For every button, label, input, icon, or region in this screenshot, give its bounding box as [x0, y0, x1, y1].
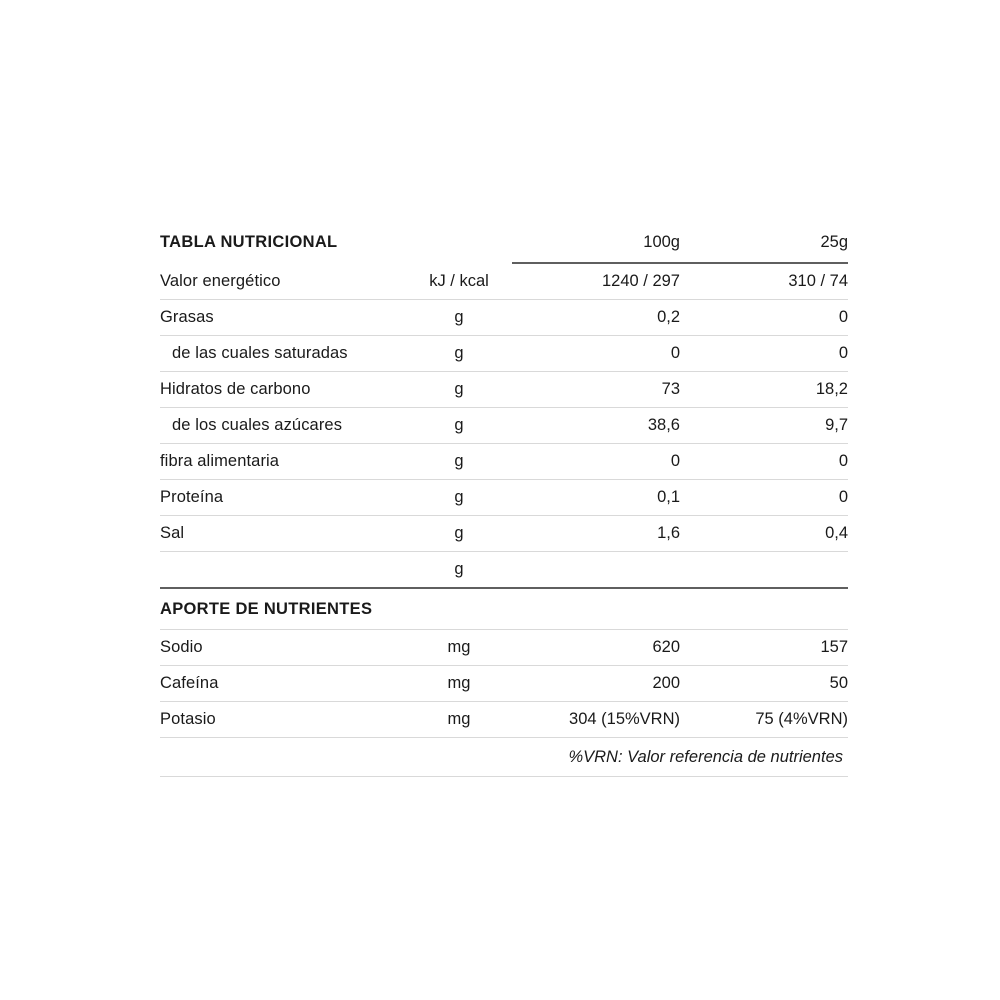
row-label: de los cuales azúcares: [160, 408, 406, 444]
row-value-25g: 0: [680, 336, 848, 372]
header-col-100g: 100g: [512, 222, 680, 263]
row-value-100g: 620: [512, 630, 680, 666]
row-label: Proteína: [160, 480, 406, 516]
row-unit: kJ / kcal: [406, 263, 512, 300]
section-value-100g: [512, 588, 680, 630]
row-value-25g: 75 (4%VRN): [680, 702, 848, 738]
table-row: [160, 480, 848, 516]
row-unit: g: [406, 300, 512, 336]
row-label: Hidratos de carbono: [160, 372, 406, 408]
table-row-spacer: [160, 552, 848, 589]
row-label: Grasas: [160, 300, 406, 336]
nutrition-table: [160, 222, 848, 777]
row-value-100g: [512, 552, 680, 589]
row-label: fibra alimentaria: [160, 444, 406, 480]
footnote-row: [160, 738, 848, 777]
row-value-100g: 0,1: [512, 480, 680, 516]
row-value-100g: 304 (15%VRN): [512, 702, 680, 738]
row-value-100g: 0,2: [512, 300, 680, 336]
table-row: [160, 630, 848, 666]
table-row: [160, 444, 848, 480]
row-unit: mg: [406, 702, 512, 738]
row-label: Valor energético: [160, 263, 406, 300]
table-row: [160, 408, 848, 444]
row-value-100g: 1,6: [512, 516, 680, 552]
table-title: TABLA NUTRICIONAL: [160, 232, 338, 251]
row-unit: g: [406, 372, 512, 408]
row-label: Sal: [160, 516, 406, 552]
row-value-25g: 0: [680, 300, 848, 336]
table-row: [160, 666, 848, 702]
row-unit: g: [406, 444, 512, 480]
row-unit: g: [406, 408, 512, 444]
section-unit: [406, 588, 512, 630]
row-value-25g: 0: [680, 480, 848, 516]
row-value-25g: 0: [680, 444, 848, 480]
row-value-100g: 38,6: [512, 408, 680, 444]
table-row: [160, 336, 848, 372]
row-value-100g: 200: [512, 666, 680, 702]
table-row: [160, 702, 848, 738]
header-unit: [406, 222, 512, 263]
row-value-100g: 73: [512, 372, 680, 408]
table-row: [160, 263, 848, 300]
nutrition-table-container: [160, 222, 848, 777]
section-title: APORTE DE NUTRIENTES: [160, 588, 406, 630]
row-unit: g: [406, 336, 512, 372]
row-value-25g: 157: [680, 630, 848, 666]
table-row: [160, 300, 848, 336]
row-value-25g: [680, 552, 848, 589]
row-value-100g: 1240 / 297: [512, 263, 680, 300]
table-row: [160, 516, 848, 552]
row-value-25g: 50: [680, 666, 848, 702]
row-label: Sodio: [160, 630, 406, 666]
table-row: [160, 372, 848, 408]
row-unit: g: [406, 480, 512, 516]
row-value-100g: 0: [512, 336, 680, 372]
row-value-100g: 0: [512, 444, 680, 480]
row-value-25g: 310 / 74: [680, 263, 848, 300]
row-value-25g: 0,4: [680, 516, 848, 552]
row-unit: g: [406, 516, 512, 552]
row-unit: mg: [406, 666, 512, 702]
table-header-row: [160, 222, 848, 263]
row-label: Potasio: [160, 702, 406, 738]
row-label: Cafeína: [160, 666, 406, 702]
row-unit: g: [406, 552, 512, 589]
row-label: de las cuales saturadas: [160, 336, 406, 372]
section-value-25g: [680, 588, 848, 630]
footnote-text: %VRN: Valor referencia de nutrientes: [160, 738, 848, 777]
row-label: [160, 552, 406, 589]
row-value-25g: 18,2: [680, 372, 848, 408]
header-col-25g: 25g: [680, 222, 848, 263]
row-unit: mg: [406, 630, 512, 666]
section-header-row: [160, 588, 848, 630]
row-value-25g: 9,7: [680, 408, 848, 444]
